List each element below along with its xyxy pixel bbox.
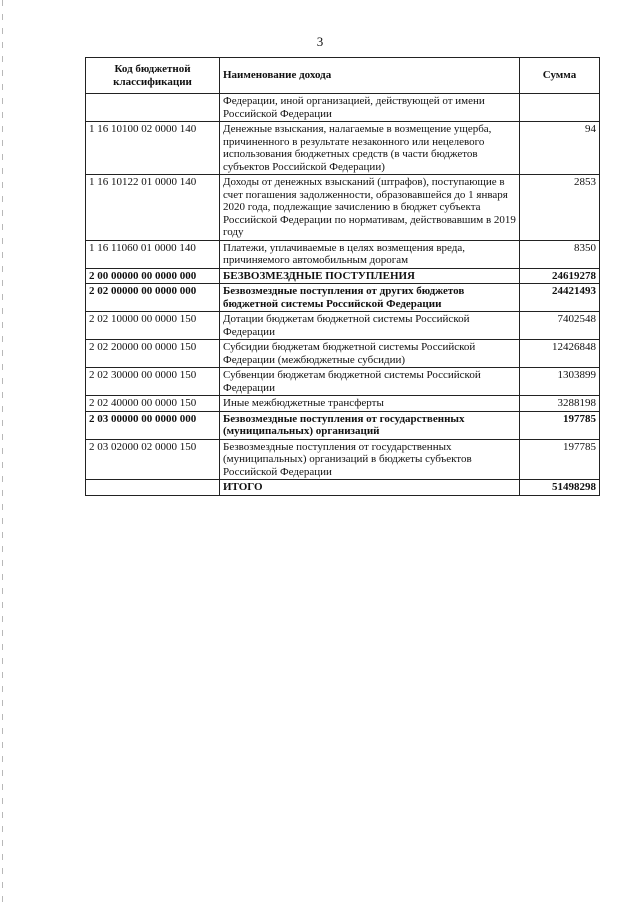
table-row xyxy=(86,94,600,122)
row-code: 2 03 02000 02 0000 150 xyxy=(86,439,220,480)
row-name: Безвозмездные поступления от других бюджетов бюджетной системы Российской Федерации xyxy=(220,284,520,312)
row-code: 1 16 10122 01 0000 140 xyxy=(86,175,220,241)
row-name: Безвозмездные поступления от государственных (муниципальных) организаций в бюджеты субъектов Российской Федерации xyxy=(220,439,520,480)
scan-edge-mark xyxy=(2,0,3,905)
row-code: 2 02 10000 00 0000 150 xyxy=(86,312,220,340)
row-code xyxy=(86,94,220,122)
row-name: Иные межбюджетные трансферты xyxy=(220,396,520,412)
table-row xyxy=(86,396,600,412)
row-sum: 2853 xyxy=(520,175,600,241)
table-row-total xyxy=(86,480,600,496)
row-name: Субсидии бюджетам бюджетной системы Российской Федерации (межбюджетные субсидии) xyxy=(220,340,520,368)
table-row xyxy=(86,240,600,268)
row-name: Федерации, иной организацией, действующей от имени Российской Федерации xyxy=(220,94,520,122)
row-name: ИТОГО xyxy=(220,480,520,496)
row-code: 1 16 11060 01 0000 140 xyxy=(86,240,220,268)
row-code: 2 02 00000 00 0000 000 xyxy=(86,284,220,312)
header-name: Наименование дохода xyxy=(220,58,520,94)
table-row xyxy=(86,439,600,480)
row-sum: 51498298 xyxy=(520,480,600,496)
row-sum: 8350 xyxy=(520,240,600,268)
row-code: 2 02 40000 00 0000 150 xyxy=(86,396,220,412)
row-sum: 24421493 xyxy=(520,284,600,312)
table-row xyxy=(86,368,600,396)
row-code: 1 16 10100 02 0000 140 xyxy=(86,122,220,175)
header-sum: Сумма xyxy=(520,58,600,94)
row-sum: 1303899 xyxy=(520,368,600,396)
table-row xyxy=(86,175,600,241)
row-name: Субвенции бюджетам бюджетной системы Российской Федерации xyxy=(220,368,520,396)
table-header-row xyxy=(86,58,600,94)
row-name: Доходы от денежных взысканий (штрафов), поступающие в счет погашения задолженности, образовавшейся до 1 января 2020 года, подлежащие зачислению в бюджет субъекта Российской Федерации по нормативам, действовавшим в 2019 году xyxy=(220,175,520,241)
row-sum: 197785 xyxy=(520,411,600,439)
row-code: 2 02 30000 00 0000 150 xyxy=(86,368,220,396)
table-row xyxy=(86,312,600,340)
page-number: 3 xyxy=(316,34,324,49)
row-code xyxy=(86,480,220,496)
row-code: 2 00 00000 00 0000 000 xyxy=(86,268,220,284)
header-code: Код бюджетной классификации xyxy=(86,58,220,94)
row-sum: 3288198 xyxy=(520,396,600,412)
row-sum xyxy=(520,94,600,122)
row-name: Платежи, уплачиваемые в целях возмещения вреда, причиняемого автомобильным дорогам xyxy=(220,240,520,268)
row-code: 2 02 20000 00 0000 150 xyxy=(86,340,220,368)
row-sum: 197785 xyxy=(520,439,600,480)
row-name: БЕЗВОЗМЕЗДНЫЕ ПОСТУПЛЕНИЯ xyxy=(220,268,520,284)
row-sum: 24619278 xyxy=(520,268,600,284)
table-row-section xyxy=(86,411,600,439)
row-name: Безвозмездные поступления от государственных (муниципальных) организаций xyxy=(220,411,520,439)
row-code: 2 03 00000 00 0000 000 xyxy=(86,411,220,439)
row-name: Дотации бюджетам бюджетной системы Российской Федерации xyxy=(220,312,520,340)
row-sum: 12426848 xyxy=(520,340,600,368)
table-row-section xyxy=(86,268,600,284)
table-row xyxy=(86,122,600,175)
table-row xyxy=(86,340,600,368)
row-sum: 94 xyxy=(520,122,600,175)
table-row-section xyxy=(86,284,600,312)
revenue-table xyxy=(85,57,600,496)
row-sum: 7402548 xyxy=(520,312,600,340)
row-name: Денежные взыскания, налагаемые в возмещение ущерба, причиненного в результате незаконного или нецелевого использования бюджетных средств (в части бюджетов субъектов Российской Федерации) xyxy=(220,122,520,175)
